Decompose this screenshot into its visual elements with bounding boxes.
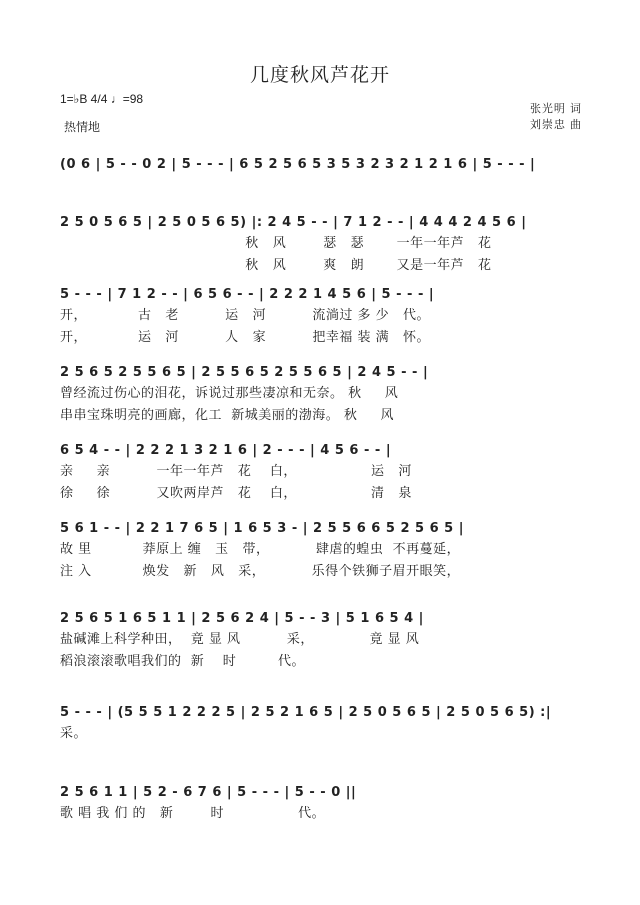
score-row: [60, 206, 580, 274]
lyricist-credit: 张光明 词: [529, 103, 582, 115]
lyric-line-1: [60, 172, 580, 194]
notation-line: 5 - - - | (5 5 5 1 2 2 2 5 | 2 5 2 1 6 5 | 2 5 0 5 6 5 | 2 5 0 5 6 5) :|: [60, 705, 552, 720]
notation-line: 6 5 4 - - | 2 2 2 1 3 2 1 6 | 2 - - - | 4 5 6 - - |: [60, 443, 392, 458]
lyric-line-1: 曾经流过伤心的泪花，诉说过那些凄凉和无奈。 秋 风: [60, 385, 399, 401]
lyric-line-1: 盐碱滩上科学种田， 竟 显 风 采， 竟 显 风: [60, 631, 420, 647]
composer-credit: 刘崇忠 曲: [529, 119, 582, 131]
notation-line: 5 6 1 - - | 2 2 1 7 6 5 | 1 6 5 3 - | 2 5 5 6 6 5 2 5 6 5 |: [60, 521, 464, 536]
notation-line: 2 5 6 5 2 5 5 6 5 | 2 5 5 6 5 2 5 5 6 5 | 2 4 5 - - |: [60, 365, 429, 380]
lyric-line-2: 串串宝珠明亮的画廊，化工 新城美丽的渤海。 秋 风: [60, 407, 395, 423]
lyric-line-2: 开， 运 河 人 家 把幸福 装 满 怀。: [60, 329, 431, 345]
notation-line: 2 5 6 5 1 6 5 1 1 | 2 5 6 2 4 | 5 - - 3 | 5 1 6 5 4 |: [60, 611, 424, 626]
song-title: 几度秋风芦花开: [249, 65, 390, 86]
score-row: [60, 356, 580, 424]
lyric-line-1: 采。: [60, 725, 88, 741]
notation-line: 2 5 6 1 1 | 5 2 - 6 7 6 | 5 - - - | 5 - - 0 ||: [60, 785, 357, 800]
notation-line: 2 5 0 5 6 5 | 2 5 0 5 6 5) |: 2 4 5 - - | 7 1 2 - - | 4 4 4 2 4 5 6 |: [60, 215, 527, 230]
lyric-line-1: 故 里 莽原上 缠 玉 带， 肆虐的蝗虫 不再蔓延，: [60, 541, 461, 557]
score-row: [60, 776, 580, 822]
lyric-line-1: 亲 亲 一年一年芦 花 白， 运 河: [60, 463, 412, 479]
score-row: [60, 434, 580, 502]
score-row: [60, 512, 580, 580]
score-row: [60, 602, 580, 670]
lyric-line-2: 徐 徐 又吹两岸芦 花 白， 清 泉: [60, 485, 412, 501]
notation-line: (0 6 | 5 - - 0 2 | 5 - - - | 6 5 2 5 6 5 3 5 3 2 3 2 1 2 1 6 | 5 - - - |: [60, 157, 536, 172]
lyric-line-2: 秋 风 爽 朗 又是一年芦 花: [60, 257, 492, 273]
score-row: [60, 278, 580, 346]
notation-line: 5 - - - | 7 1 2 - - | 6 5 6 - - | 2 2 2 1 4 5 6 | 5 - - - |: [60, 287, 435, 302]
lyric-line-2: 注 入 焕发 新 风 采， 乐得个铁狮子眉开眼笑，: [60, 563, 461, 579]
lyric-line-1: 秋 风 瑟 瑟 一年一年芦 花: [60, 235, 492, 251]
tempo-mood: 热情地: [64, 120, 101, 134]
lyric-line-1: 歌 唱 我 们 的 新 时 代。: [60, 805, 326, 821]
key-signature: 1=♭B 4/4 ♩=98: [60, 92, 144, 106]
lyric-line-2: 稻浪滚滚歌唱我们的 新 时 代。: [60, 653, 305, 669]
score-row: [60, 696, 580, 742]
lyric-line-1: 开， 古 老 运 河 流淌过 多 少 代。: [60, 307, 431, 323]
